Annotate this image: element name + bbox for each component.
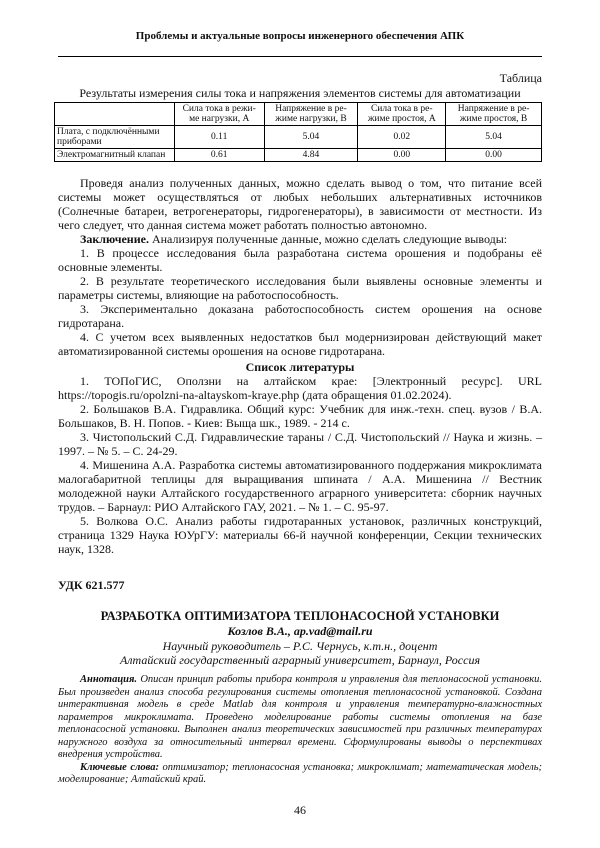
header-rule: [58, 56, 542, 57]
table-cell: 0.00: [358, 149, 446, 162]
table-cell: Плата, с подключёнными приборами: [55, 126, 175, 149]
abstract-label: Аннотация.: [80, 674, 138, 685]
advisor-line: Научный руководитель – Р.С. Чернусь, к.т.н., доцент: [162, 638, 438, 653]
conclusion-paragraph: [58, 232, 542, 246]
header-text: Напряжение в ре- жиме простоя, В: [457, 104, 530, 124]
table-header-cell: [264, 103, 358, 126]
table-label: Таблица: [499, 71, 542, 85]
table-row: [55, 126, 542, 149]
header-text: Сила тока в ре- жиме простоя, А: [367, 104, 436, 124]
body-text: [58, 176, 542, 556]
table-cell: 0.00: [446, 149, 542, 162]
table-cell: 5.04: [264, 126, 358, 149]
paragraph: Проведя анализ полученных данных, можно сделать вывод о том, что питание всей системы может осуществляться от любых небольших альтернативных источников (Солнечные батареи, ветрогенераторы, гидрогенераторы), в зависимости от местности. Из чего следует, что данная система может работать полностью автономно.: [58, 176, 542, 232]
table-cell: 0.11: [174, 126, 264, 149]
results-table: [54, 102, 542, 162]
reference-item: 4. Мишенина А.А. Разработка системы автоматизированного поддержания микроклимата малогабаритной теплицы для выращивания шпината / А.А. Мишенина // Вестник молодежной науки Алтайского государственного аграрного университета: сборник научных трудов. – Барнаул: РИО Алтайского ГАУ, 2021. – № 1. – С. 95-97.: [58, 458, 542, 514]
udk-code: УДК 621.577: [58, 578, 125, 592]
page-number: 46: [294, 803, 306, 817]
table-cell: 0.02: [358, 126, 446, 149]
abstract-text: Описан принцип работы прибора контроля и управления для теплонасосной установки. Был произведен анализ способа регулирования системы отопления теплонасосной установкой. Создана интерактивная модель в среде Matlab для контроля и управления температурно-влажностных параметров микроклимата. Проведено моделирование работы системы отопления на базе теплонасосной установки. Выполнен анализ теоретических зависимостей при различных температурах наружного воздуха за относительный интервал времени. Сформулированы выводы о перспективах внедрения устройства.: [58, 674, 542, 760]
table-cell: 4.84: [264, 149, 358, 162]
reference-item: 5. Волкова О.С. Анализ работы гидротаранных установок, различных конструкций, страница 1329 Наука ЮУрГУ: материалы 66-й научной конференции, Секции технических наук, 1328.: [58, 514, 542, 556]
conclusion-item: 1. В процессе исследования была разработана система орошения и подобраны её основные элементы.: [58, 246, 542, 274]
abstract: [58, 674, 542, 787]
header-text: Напряжение в ре- жиме нагрузки, В: [275, 104, 347, 124]
header-text: Сила тока в режи- ме нагрузки, А: [182, 104, 256, 124]
keywords-text: оптимизатор; теплонасосная установка; микроклимат; математическая модель; моделирование; Алтайский край.: [58, 761, 543, 785]
table-header-cell: [174, 103, 264, 126]
article-authors: [58, 624, 542, 668]
conclusion-item: 2. В результате теоретического исследования были выявлены основные элементы и параметры системы, влияющие на работоспособность.: [58, 274, 542, 302]
table-cell: 0.61: [174, 149, 264, 162]
table-header-cell: [358, 103, 446, 126]
conclusion-text: Анализируя полученные данные, можно сделать следующие выводы:: [148, 232, 508, 246]
keywords-paragraph: [58, 762, 542, 787]
conclusion-label: Заключение.: [80, 232, 149, 246]
abstract-paragraph: [58, 674, 542, 762]
table-row: [55, 149, 542, 162]
table-cell: Электромагнитный клапан: [55, 149, 175, 162]
running-header: Проблемы и актуальные вопросы инженерного обеспечения АПК: [135, 30, 465, 42]
conclusion-item: 3. Экспериментально доказана работоспособность систем орошения на основе гидротарана.: [58, 302, 542, 330]
affiliation-line: Алтайский государственный аграрный университет, Барнаул, Россия: [119, 653, 481, 667]
conclusion-item: 4. С учетом всех выявленных недостатков был модернизирован действующий макет автоматизированной системы орошения на основе гидротарана.: [58, 330, 542, 358]
references-title: Список литературы: [245, 360, 355, 374]
table-header-row: [55, 103, 542, 126]
reference-item: 1. ТОПоГИС, Оползни на алтайском крае: [Электронный ресурс]. URL https://topogis.ru/opolzni-na-altayskom-kraye.php (дата обращения 01.02.2024).: [58, 374, 542, 402]
reference-item: 2. Большаков В.А. Гидравлика. Общий курс: Учебник для инж.-техн. спец. вузов / В.А. Большаков, В. Н. Попов. - Киев: Выща шк., 1989. - 214 с.: [58, 402, 542, 430]
article-title: РАЗРАБОТКА ОПТИМИЗАТОРА ТЕПЛОНАСОСНОЙ УСТАНОВКИ: [100, 609, 500, 623]
table-title: Результаты измерения силы тока и напряжения элементов системы для автоматизации: [79, 86, 521, 100]
author-line: Козлов В.А., ap.vad@mail.ru: [227, 624, 373, 638]
keywords-label: Ключевые слова:: [80, 761, 160, 773]
table-header-cell: [55, 103, 175, 126]
reference-item: 3. Чистопольский С.Д. Гидравлические тараны / С.Д. Чистопольский // Наука и жизнь. – 1997. – № 5. – С. 24-29.: [58, 430, 542, 458]
table-cell: 5.04: [446, 126, 542, 149]
table-header-cell: [446, 103, 542, 126]
